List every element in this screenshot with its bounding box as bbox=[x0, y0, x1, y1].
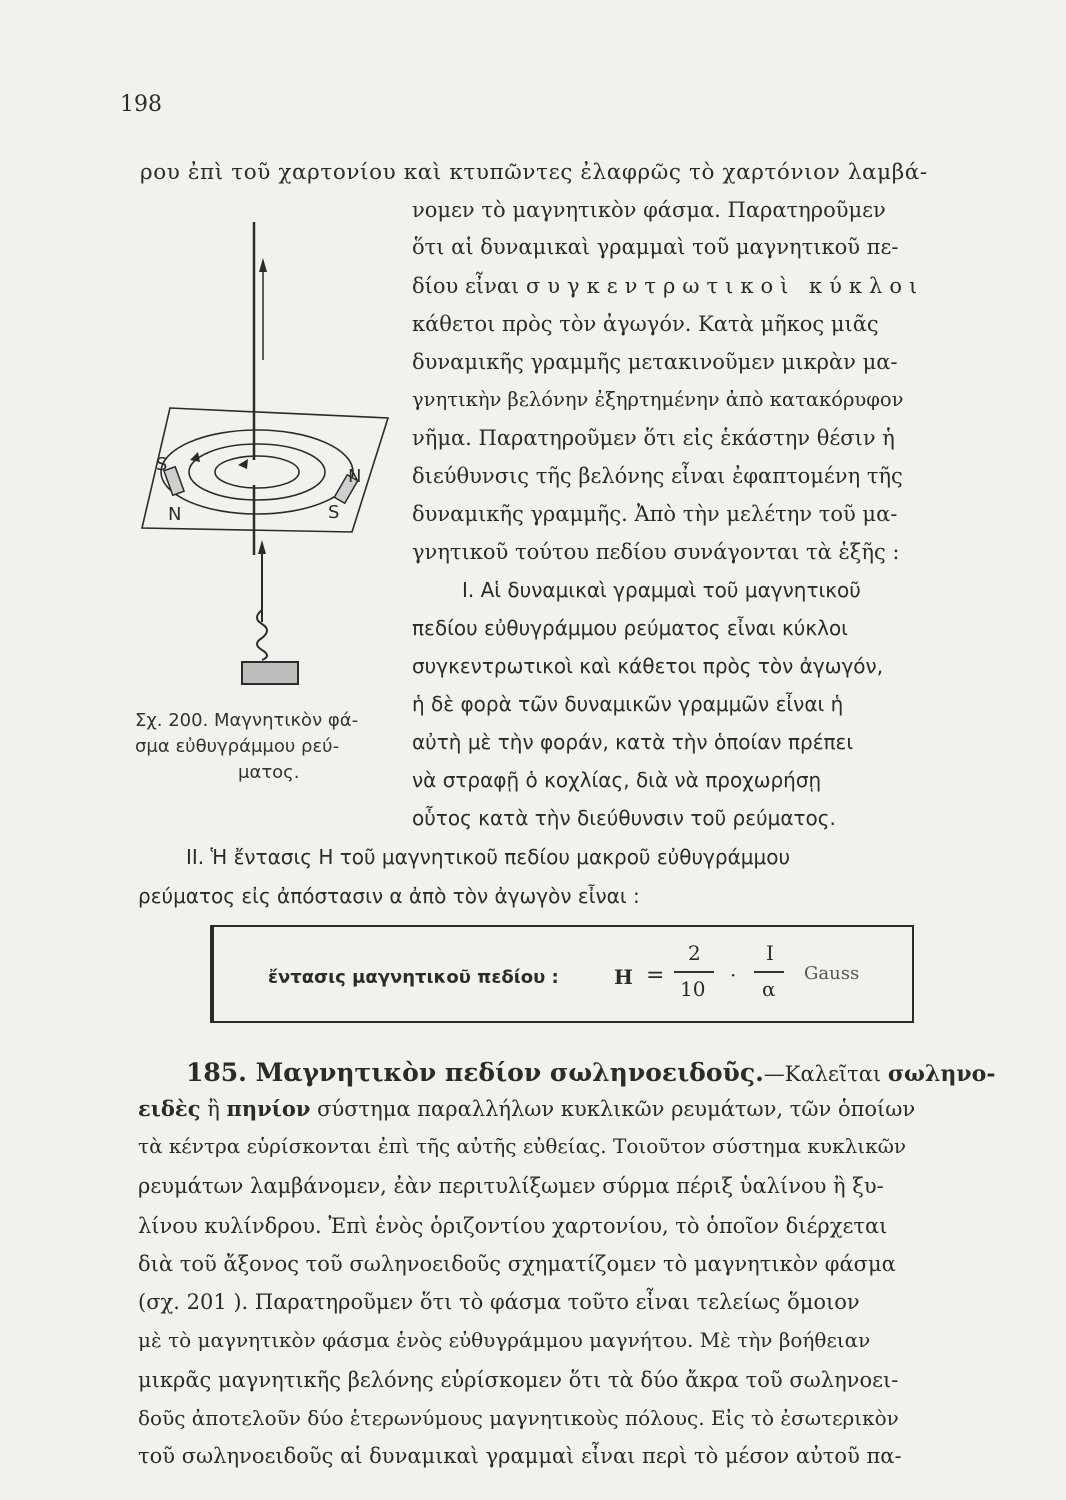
formula-equals: = bbox=[646, 963, 665, 988]
rule-line: οὗτος κατὰ τὴν διεύθυνσιν τοῦ ρεύματος. bbox=[412, 806, 836, 830]
text-line: ρευμάτων λαμβάνομεν, ἐὰν περιτυλίξωμεν σύρμα πέριξ ὑαλίνου ἢ ξυ- bbox=[138, 1174, 884, 1198]
defined-term: πηνίον bbox=[226, 1096, 311, 1121]
text-line: κάθετοι πρὸς τὸν ἀγωγόν. Κατὰ μῆκος μιᾶς bbox=[412, 312, 879, 336]
defined-term: ειδὲς bbox=[138, 1096, 201, 1121]
pole-label-n: N bbox=[348, 466, 362, 487]
fraction-denominator: α bbox=[762, 977, 776, 1001]
rule-line: νὰ στραφῇ ὁ κοχλίας, διὰ νὰ προχωρήσῃ bbox=[412, 768, 822, 792]
text-line: δυναμικῆς γραμμῆς. Ἀπὸ τὴν μελέτην τοῦ μα- bbox=[412, 502, 898, 526]
magnetic-field-figure bbox=[132, 210, 392, 700]
figure-caption: σμα εὐθυγράμμου ρεύ- bbox=[135, 736, 340, 757]
text-line: διὰ τοῦ ἄξονος τοῦ σωληνοειδοῦς σχηματίζομεν τὸ μαγνητικὸν φάσμα bbox=[138, 1252, 896, 1276]
arrow-head-icon bbox=[258, 540, 266, 554]
emphasized-term: συγκεντρωτικοὶ κύκλοι bbox=[525, 274, 925, 298]
rule-line: αὐτὴ μὲ τὴν φοράν, κατὰ τὴν ὁποίαν πρέπει bbox=[412, 730, 854, 754]
field-line-inner bbox=[215, 456, 299, 488]
text-fragment: —Καλεῖται bbox=[763, 1062, 882, 1086]
fraction-bar bbox=[754, 971, 784, 973]
text-line: μικρᾶς μαγνητικῆς βελόνης εὑρίσκομεν ὅτι τὰ δύο ἄκρα τοῦ σωληνοει- bbox=[138, 1368, 899, 1392]
field-direction-arrow-icon bbox=[238, 459, 248, 469]
text-line: λίνου κυλίνδρου. Ἐπὶ ἑνὸς ὁριζοντίου χαρτονίου, τὸ ὁποῖον διέρχεται bbox=[138, 1214, 888, 1238]
page-number: 198 bbox=[120, 92, 162, 117]
arrow-head-icon bbox=[259, 258, 267, 272]
pole-label-s-bottom: S bbox=[328, 502, 340, 523]
figure-caption: ματος. bbox=[238, 762, 300, 783]
fraction-bar bbox=[674, 971, 714, 973]
text-line: ὅτι αἱ δυναμικαὶ γραμμαὶ τοῦ μαγνητικοῦ πε- bbox=[412, 235, 899, 259]
rule-line: συγκεντρωτικοὶ καὶ κάθετοι πρὸς τὸν ἀγωγόν, bbox=[412, 654, 884, 678]
fraction-denominator: 10 bbox=[680, 977, 706, 1001]
pole-label-s: S bbox=[156, 454, 168, 475]
text-line: ρου ἐπὶ τοῦ χαρτονίου καὶ κτυπῶντες ἐλαφρῶς τὸ χαρτόνιον λαμβά- bbox=[140, 160, 928, 185]
rule-line: II. Ἡ ἔντασις Η τοῦ μαγνητικοῦ πεδίου μακροῦ εὐθυγράμμου bbox=[186, 845, 791, 869]
text-line: δυναμικῆς γραμμῆς μετακινοῦμεν μικρὰν μα- bbox=[412, 350, 898, 374]
field-direction-arrow-icon bbox=[190, 452, 200, 462]
unit-label: Gauss bbox=[804, 963, 860, 984]
text-line: γνητικὴν βελόνην ἐξηρτημένην ἀπὸ κατακόρυφον bbox=[412, 388, 904, 411]
text-line bbox=[412, 276, 924, 297]
figure-caption: Σχ. 200. Μαγνητικὸν φά- bbox=[135, 710, 359, 731]
defined-term: σωληνο- bbox=[887, 1061, 996, 1087]
text-line: (σχ. 201 ). Παρατηροῦμεν ὅτι τὸ φάσμα τοῦτο εἶναι τελείως ὅμοιον bbox=[138, 1290, 860, 1314]
text-fragment: ἢ bbox=[207, 1097, 220, 1121]
text-line: δοῦς ἀποτελοῦν δύο ἑτερωνύμους μαγνητικοὺς πόλους. Εἰς τὸ ἐσωτερικὸν bbox=[138, 1406, 899, 1430]
section-heading: 185. Μαγνητικὸν πεδίον σωληνοειδοῦς. bbox=[186, 1058, 764, 1087]
text-line: μὲ τὸ μαγνητικὸν φάσμα ἑνὸς εὐθυγράμμου μαγνήτου. Μὲ τὴν βοήθειαν bbox=[138, 1328, 871, 1352]
section-heading-line bbox=[186, 1060, 995, 1085]
text-fragment: σύστημα παραλλήλων κυκλικῶν ρευμάτων, τῶν ὁποίων bbox=[317, 1097, 916, 1121]
rule-line: πεδίου εὐθυγράμμου ρεύματος εἶναι κύκλοι bbox=[412, 616, 848, 640]
field-line-middle bbox=[189, 444, 325, 500]
formula-symbol: H bbox=[614, 965, 633, 989]
formula-label: ἔντασις μαγνητικοῦ πεδίου : bbox=[268, 967, 559, 988]
rule-line: ρεύματος εἰς ἀπόστασιν α ἀπὸ τὸν ἀγωγὸν εἶναι : bbox=[138, 884, 640, 908]
text-line: τὰ κέντρα εὑρίσκονται ἐπὶ τῆς αὐτῆς εὐθείας. Τοιοῦτον σύστημα κυκλικῶν bbox=[138, 1134, 907, 1158]
weight-block bbox=[242, 662, 298, 684]
text-line: διεύθυνσις τῆς βελόνης εἶναι ἐφαπτομένη τῆς bbox=[412, 464, 903, 488]
text-fragment: δίου εἶναι bbox=[412, 274, 520, 298]
text-line bbox=[138, 1098, 915, 1120]
fraction-numerator: 2 bbox=[688, 941, 701, 965]
multiply-dot: · bbox=[730, 963, 737, 987]
rule-line: ἡ δὲ φορὰ τῶν δυναμικῶν γραμμῶν εἶναι ἡ bbox=[412, 692, 844, 716]
pole-label-n-bottom: N bbox=[168, 504, 182, 525]
text-line: γνητικοῦ τούτου πεδίου συνάγονται τὰ ἑξῆς : bbox=[412, 540, 900, 564]
fraction-numerator: I bbox=[766, 941, 774, 965]
text-line: νομεν τὸ μαγνητικὸν φάσμα. Παρατηροῦμεν bbox=[412, 198, 886, 222]
rule-line: I. Αἱ δυναμικαὶ γραμμαὶ τοῦ μαγνητικοῦ bbox=[462, 578, 861, 602]
formula-box bbox=[210, 925, 914, 1023]
text-line: νῆμα. Παρατηροῦμεν ὅτι εἰς ἑκάστην θέσιν ἡ bbox=[412, 426, 895, 450]
text-line: τοῦ σωληνοειδοῦς αἱ δυναμικαὶ γραμμαὶ εἶναι περὶ τὸ μέσον αὐτοῦ πα- bbox=[138, 1444, 902, 1468]
